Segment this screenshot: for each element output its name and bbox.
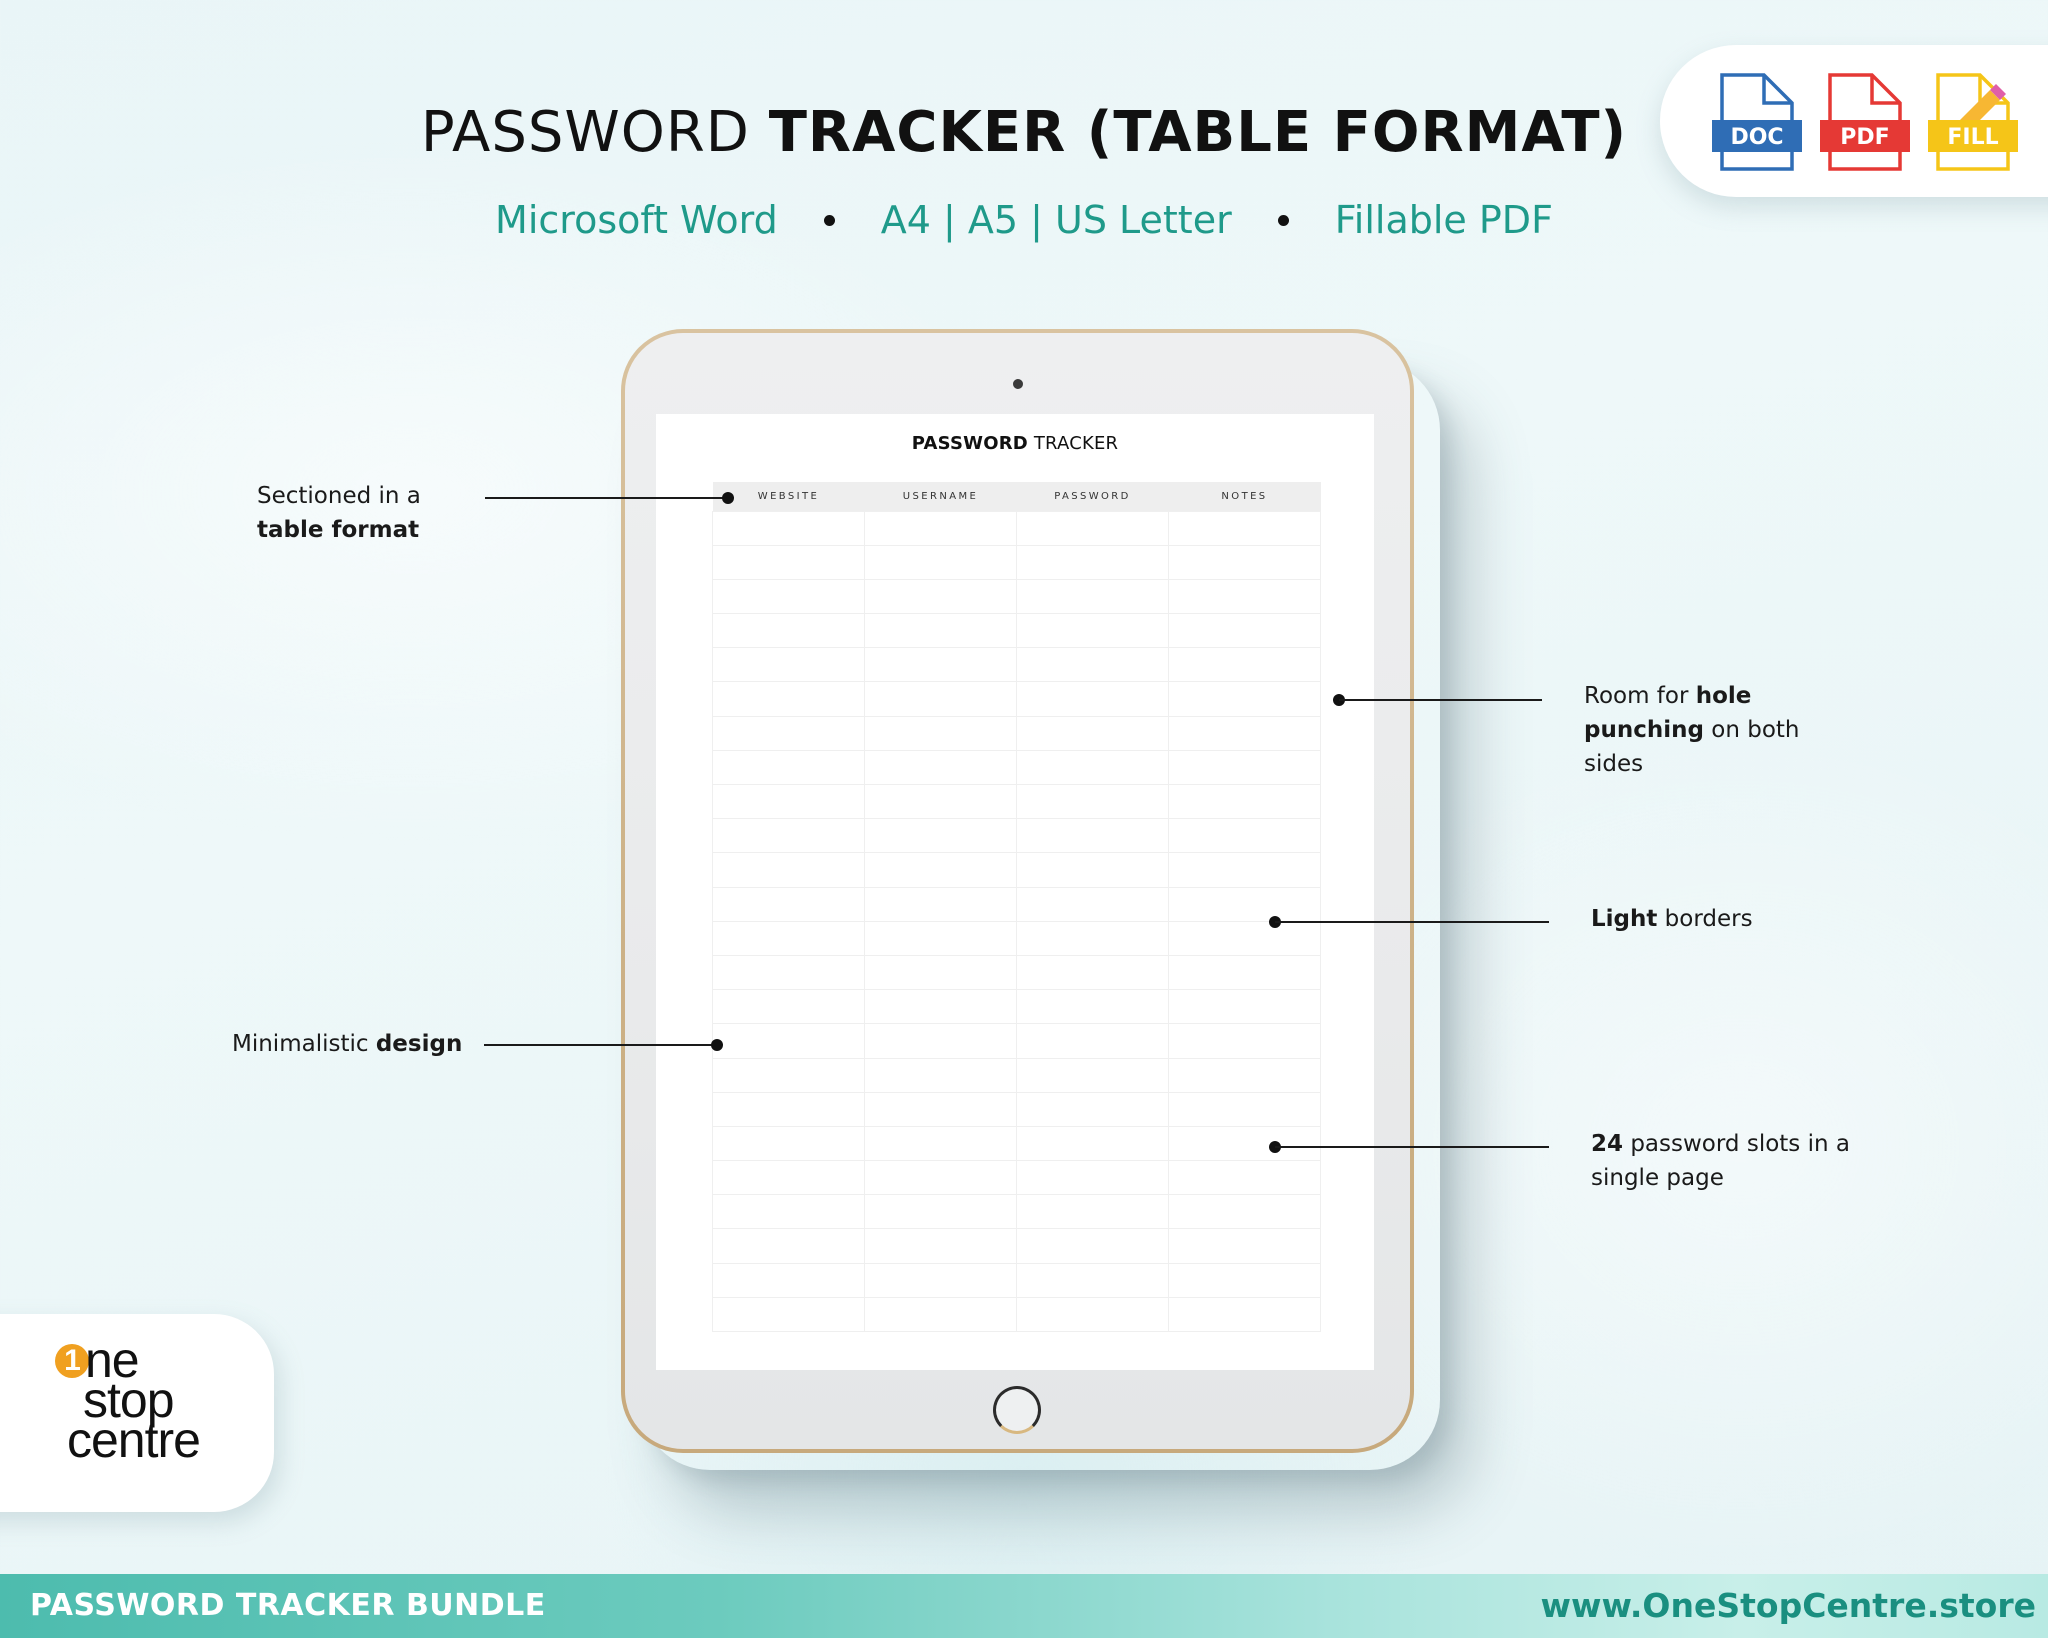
table-cell[interactable] xyxy=(1169,1092,1321,1126)
callout-table-format: Sectioned in a table format xyxy=(257,483,421,543)
fill-file-icon xyxy=(1928,72,2018,172)
password-table xyxy=(712,482,1321,1332)
home-button[interactable] xyxy=(993,1386,1041,1434)
table-row xyxy=(713,1058,1321,1092)
table-cell[interactable] xyxy=(1017,1126,1169,1160)
column-header-website: WEBSITE xyxy=(713,482,865,511)
table-row xyxy=(713,819,1321,853)
table-cell[interactable] xyxy=(1017,955,1169,989)
table-cell[interactable] xyxy=(713,1229,865,1263)
table-row xyxy=(713,1024,1321,1058)
table-cell[interactable] xyxy=(1169,1195,1321,1229)
table-cell[interactable] xyxy=(1017,511,1169,545)
table-row xyxy=(713,579,1321,613)
table-row xyxy=(713,545,1321,579)
callout-line xyxy=(1339,699,1542,701)
subtitle-sizes: A4 | A5 | US Letter xyxy=(880,198,1232,242)
table-cell[interactable] xyxy=(865,853,1017,887)
footer-bar xyxy=(0,1574,2048,1638)
table-cell[interactable] xyxy=(1169,511,1321,545)
camera-icon xyxy=(1013,379,1023,389)
table-cell[interactable] xyxy=(1017,750,1169,784)
table-cell[interactable] xyxy=(713,1024,865,1058)
bullet-dot-icon xyxy=(824,215,835,226)
table-cell[interactable] xyxy=(713,1092,865,1126)
table-cell[interactable] xyxy=(1017,579,1169,613)
table-row xyxy=(713,1092,1321,1126)
table-cell[interactable] xyxy=(865,1229,1017,1263)
table-cell[interactable] xyxy=(865,1058,1017,1092)
callout-line xyxy=(484,1044,718,1046)
table-header-row xyxy=(713,482,1321,511)
table-row xyxy=(713,750,1321,784)
table-row xyxy=(713,1195,1321,1229)
callout-light-borders: Light borders xyxy=(1591,906,1753,932)
table-row xyxy=(713,921,1321,955)
subtitle-word: Microsoft Word xyxy=(495,198,778,242)
table-cell[interactable] xyxy=(713,545,865,579)
callout-line xyxy=(1275,1146,1549,1148)
table-cell[interactable] xyxy=(865,579,1017,613)
callout-dot-icon xyxy=(722,492,734,504)
table-cell[interactable] xyxy=(713,819,865,853)
table-cell[interactable] xyxy=(865,887,1017,921)
table-row xyxy=(713,887,1321,921)
table-cell[interactable] xyxy=(1017,545,1169,579)
table-cell[interactable] xyxy=(865,648,1017,682)
table-row xyxy=(713,785,1321,819)
callout-line xyxy=(485,497,728,499)
subtitle-formats xyxy=(0,198,2048,242)
table-cell[interactable] xyxy=(865,614,1017,648)
table-cell[interactable] xyxy=(865,545,1017,579)
tablet-face xyxy=(625,333,1410,1449)
table-cell[interactable] xyxy=(1017,1297,1169,1331)
subtitle-pdf: Fillable PDF xyxy=(1334,198,1553,242)
table-row xyxy=(713,716,1321,750)
table-cell[interactable] xyxy=(713,1161,865,1195)
table-body xyxy=(713,511,1321,1332)
table-cell[interactable] xyxy=(1169,1126,1321,1160)
table-cell[interactable] xyxy=(865,1297,1017,1331)
footer-bundle-title: PASSWORD TRACKER BUNDLE xyxy=(30,1588,546,1623)
table-cell[interactable] xyxy=(1169,648,1321,682)
table-row xyxy=(713,1263,1321,1297)
table-cell[interactable] xyxy=(865,955,1017,989)
table-cell[interactable] xyxy=(1017,785,1169,819)
table-cell[interactable] xyxy=(1017,1229,1169,1263)
table-cell[interactable] xyxy=(1169,750,1321,784)
table-cell[interactable] xyxy=(1017,614,1169,648)
table-cell[interactable] xyxy=(713,853,865,887)
table-cell[interactable] xyxy=(713,1263,865,1297)
callout-line xyxy=(1275,921,1549,923)
table-cell[interactable] xyxy=(865,1263,1017,1297)
table-cell[interactable] xyxy=(1017,990,1169,1024)
table-cell[interactable] xyxy=(1169,990,1321,1024)
table-cell[interactable] xyxy=(865,716,1017,750)
table-cell[interactable] xyxy=(713,750,865,784)
table-cell[interactable] xyxy=(1169,955,1321,989)
table-cell[interactable] xyxy=(713,1126,865,1160)
table-cell[interactable] xyxy=(865,1195,1017,1229)
table-cell[interactable] xyxy=(1169,819,1321,853)
table-cell[interactable] xyxy=(1169,1297,1321,1331)
table-cell[interactable] xyxy=(1169,853,1321,887)
table-cell[interactable] xyxy=(1169,579,1321,613)
table-cell[interactable] xyxy=(713,887,865,921)
table-cell[interactable] xyxy=(1169,921,1321,955)
table-cell[interactable] xyxy=(1017,1195,1169,1229)
table-row xyxy=(713,682,1321,716)
document-title: PASSWORD TRACKER xyxy=(911,433,1119,454)
callout-hole-punching: Room for hole punching on both sides xyxy=(1584,683,1800,777)
table-cell[interactable] xyxy=(713,716,865,750)
table-cell[interactable] xyxy=(865,1161,1017,1195)
table-cell[interactable] xyxy=(1169,545,1321,579)
tablet-device xyxy=(621,329,1414,1453)
table-cell[interactable] xyxy=(1169,887,1321,921)
table-row xyxy=(713,511,1321,545)
column-header-username: USERNAME xyxy=(865,482,1017,511)
table-cell[interactable] xyxy=(1017,1161,1169,1195)
table-cell[interactable] xyxy=(713,921,865,955)
footer-website-link[interactable]: www.OneStopCentre.store xyxy=(1540,1586,2036,1625)
table-row xyxy=(713,648,1321,682)
title-bold: TRACKER (TABLE FORMAT) xyxy=(768,100,1628,165)
table-cell[interactable] xyxy=(713,955,865,989)
table-cell[interactable] xyxy=(865,750,1017,784)
table-cell[interactable] xyxy=(1169,1263,1321,1297)
svg-text:FILL: FILL xyxy=(1947,125,1999,150)
table-row xyxy=(713,990,1321,1024)
table-row xyxy=(713,614,1321,648)
table-cell[interactable] xyxy=(713,579,865,613)
svg-text:DOC: DOC xyxy=(1730,125,1784,150)
table-cell[interactable] xyxy=(713,1195,865,1229)
table-cell[interactable] xyxy=(1017,1058,1169,1092)
table-cell[interactable] xyxy=(1017,1024,1169,1058)
table-cell[interactable] xyxy=(713,511,865,545)
table-cell[interactable] xyxy=(713,614,865,648)
table-cell[interactable] xyxy=(1169,785,1321,819)
callout-minimalistic: Minimalistic design xyxy=(232,1031,463,1057)
title-light: PASSWORD xyxy=(420,100,750,165)
format-badges-card xyxy=(1660,45,2048,197)
table-row xyxy=(713,955,1321,989)
table-row xyxy=(713,1297,1321,1331)
table-cell[interactable] xyxy=(1169,1229,1321,1263)
table-cell[interactable] xyxy=(1017,819,1169,853)
table-cell[interactable] xyxy=(1169,716,1321,750)
table-cell[interactable] xyxy=(865,1024,1017,1058)
table-cell[interactable] xyxy=(713,785,865,819)
table-cell[interactable] xyxy=(865,1126,1017,1160)
table-cell[interactable] xyxy=(1017,1263,1169,1297)
pdf-file-icon xyxy=(1820,72,1910,172)
table-cell[interactable] xyxy=(1017,716,1169,750)
doc-file-icon xyxy=(1712,72,1802,172)
table-cell[interactable] xyxy=(865,511,1017,545)
table-cell[interactable] xyxy=(865,990,1017,1024)
table-cell[interactable] xyxy=(713,990,865,1024)
table-cell[interactable] xyxy=(865,1092,1017,1126)
callout-dot-icon xyxy=(711,1039,723,1051)
table-cell[interactable] xyxy=(713,1297,865,1331)
tablet-screen xyxy=(656,414,1374,1370)
column-header-notes: NOTES xyxy=(1169,482,1321,511)
table-cell[interactable] xyxy=(713,648,865,682)
table-cell[interactable] xyxy=(1017,921,1169,955)
table-row xyxy=(713,1161,1321,1195)
table-cell[interactable] xyxy=(1017,853,1169,887)
one-stop-centre-logo: 1 ne stop centre xyxy=(55,1340,235,1490)
table-cell[interactable] xyxy=(865,819,1017,853)
callout-slots: 24 password slots in a single page xyxy=(1591,1131,1850,1191)
table-cell[interactable] xyxy=(1017,1092,1169,1126)
table-row xyxy=(713,853,1321,887)
table-cell[interactable] xyxy=(1017,887,1169,921)
table-cell[interactable] xyxy=(713,1058,865,1092)
table-cell[interactable] xyxy=(865,682,1017,716)
table-cell[interactable] xyxy=(1169,1024,1321,1058)
table-cell[interactable] xyxy=(865,785,1017,819)
table-cell[interactable] xyxy=(865,921,1017,955)
bullet-dot-icon xyxy=(1278,215,1289,226)
table-cell[interactable] xyxy=(1169,682,1321,716)
table-row xyxy=(713,1229,1321,1263)
table-cell[interactable] xyxy=(1017,682,1169,716)
svg-text:PDF: PDF xyxy=(1840,125,1890,150)
table-cell[interactable] xyxy=(713,682,865,716)
table-cell[interactable] xyxy=(1017,648,1169,682)
table-cell[interactable] xyxy=(1169,614,1321,648)
table-row xyxy=(713,1126,1321,1160)
column-header-password: PASSWORD xyxy=(1017,482,1169,511)
table-cell[interactable] xyxy=(1169,1161,1321,1195)
table-cell[interactable] xyxy=(1169,1058,1321,1092)
logo-one-circle-icon: 1 xyxy=(55,1344,89,1378)
